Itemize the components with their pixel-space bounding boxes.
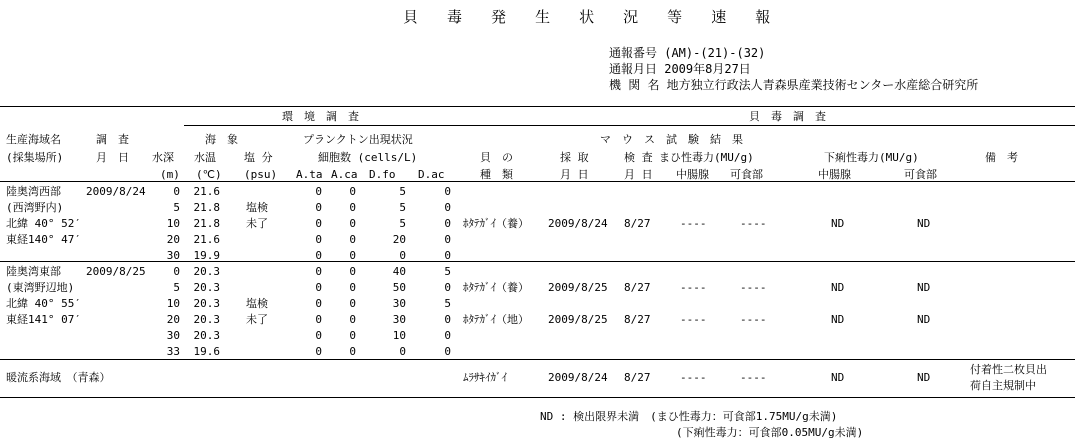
ata-cell: 0	[315, 185, 322, 198]
psp-edible-header: 可食部	[730, 168, 763, 181]
species-aca-header: A.ca	[331, 168, 358, 181]
psp-gland-cell: ----	[680, 281, 707, 294]
sample-date-cell: 2009/8/24	[548, 217, 608, 230]
dac-cell: 0	[444, 345, 451, 358]
dfo-cell: 20	[392, 233, 406, 246]
psp-gland-cell: ----	[680, 313, 707, 326]
aca-cell: 0	[349, 249, 356, 262]
section-rule-1	[0, 261, 1075, 262]
test-date-cell: 8/27	[624, 217, 651, 230]
aca-cell: 0	[349, 345, 356, 358]
survey-header: 調 査	[96, 133, 129, 146]
page-title: 貝 毒 発 生 状 況 等 速 報	[403, 8, 781, 26]
site-latitude: 北緯 40° 52′	[6, 217, 81, 230]
sample-date-cell: 2009/8/25	[548, 281, 608, 294]
dsp-gland-cell: ND	[831, 371, 845, 384]
water-temp-header: 水温	[194, 151, 216, 164]
shell-species-cell: ﾎﾀﾃｶﾞｲ（養）	[463, 217, 529, 230]
site-latitude: 北緯 40° 55′	[6, 297, 81, 310]
test-header: 検 査	[624, 151, 653, 164]
temp-cell: 19.6	[193, 345, 220, 358]
aca-cell: 0	[349, 185, 356, 198]
dfo-cell: 5	[399, 217, 406, 230]
aca-cell: 0	[349, 313, 356, 326]
temp-cell: 19.9	[193, 249, 220, 262]
sampling-place-header: (採集場所)	[6, 151, 64, 164]
dsp-gland-cell: ND	[831, 281, 845, 294]
test-date-cell: 8/27	[624, 371, 651, 384]
psp-gland-cell: ----	[680, 217, 707, 230]
shell-species-cell: ﾑﾗｻｷｲｶﾞｲ	[463, 371, 507, 384]
dac-cell: 5	[444, 297, 451, 310]
site-place: (西湾野内)	[6, 201, 64, 214]
survey-date: 2009/8/25	[86, 265, 146, 278]
psp-gland-cell: ----	[680, 371, 707, 384]
aca-cell: 0	[349, 265, 356, 278]
ata-cell: 0	[315, 281, 322, 294]
temp-cell: 21.6	[193, 233, 220, 246]
table-top-rule	[0, 106, 1075, 107]
salinity-header: 塩 分	[244, 151, 273, 164]
depth-cell: 10	[166, 217, 180, 230]
psp-gland-header: 中腸腺	[676, 168, 709, 181]
sample-date-cell: 2009/8/24	[548, 371, 608, 384]
psp-edible-cell: ----	[740, 217, 767, 230]
depth-cell: 30	[166, 249, 180, 262]
dsp-gland-cell: ND	[831, 217, 845, 230]
dsp-header: 下痢性毒力(MU/g)	[824, 151, 919, 164]
ata-cell: 0	[315, 297, 322, 310]
sample-date-cell: 2009/8/25	[548, 313, 608, 326]
dac-cell: 0	[444, 185, 451, 198]
cell-count-header: 細胞数 (cells/L)	[318, 151, 418, 164]
remark-line-2: 荷自主規制中	[970, 379, 1036, 392]
remark-line-1: 付着性二枚貝出	[970, 363, 1047, 376]
sea-area-header: 生産海域名	[6, 133, 61, 146]
salinity-cell: 未了	[246, 313, 268, 326]
salinity-unit: (psu)	[244, 168, 278, 181]
report-date: 通報月日 2009年8月27日	[609, 62, 751, 76]
ata-cell: 0	[315, 233, 322, 246]
test-date-header: 月 日	[624, 168, 653, 181]
shell-species-cell: ﾎﾀﾃｶﾞｲ（地）	[463, 313, 529, 326]
psp-header: まひ性毒力(MU/g)	[659, 151, 754, 164]
temp-cell: 20.3	[193, 313, 220, 326]
dfo-cell: 50	[392, 281, 406, 294]
dac-cell: 0	[444, 233, 451, 246]
aca-cell: 0	[349, 281, 356, 294]
ata-cell: 0	[315, 201, 322, 214]
ata-cell: 0	[315, 265, 322, 278]
month-day-header: 月 日	[96, 151, 129, 164]
shell-header: 貝 の	[480, 151, 513, 164]
site-place: (東湾野辺地)	[6, 281, 75, 294]
dac-cell: 0	[444, 217, 451, 230]
table-bottom-rule	[0, 397, 1075, 398]
dac-cell: 0	[444, 281, 451, 294]
depth-cell: 0	[173, 265, 180, 278]
dsp-edible-cell: ND	[917, 281, 931, 294]
psp-edible-cell: ----	[740, 313, 767, 326]
depth-cell: 33	[166, 345, 180, 358]
temp-unit: (℃)	[196, 168, 222, 181]
footnote-line-2: (下痢性毒力：可食部0.05MU/g未満)	[676, 426, 864, 439]
dac-cell: 0	[444, 249, 451, 262]
temp-cell: 20.3	[193, 265, 220, 278]
dsp-edible-cell: ND	[917, 371, 931, 384]
agency-name: 機 関 名 地方独立行政法人青森県産業技術センター水産総合研究所	[609, 78, 979, 92]
ata-cell: 0	[315, 217, 322, 230]
dac-cell: 0	[444, 201, 451, 214]
aca-cell: 0	[349, 233, 356, 246]
ocean-header: 海 象	[205, 133, 238, 146]
depth-cell: 5	[173, 201, 180, 214]
remarks-header: 備 考	[985, 151, 1018, 164]
mouse-test-header: マ ウ ス 試 験 結 果	[600, 133, 743, 146]
site-name: 陸奥湾東部	[6, 265, 61, 278]
psp-edible-cell: ----	[740, 371, 767, 384]
aca-cell: 0	[349, 217, 356, 230]
dfo-cell: 0	[399, 345, 406, 358]
salinity-cell: 未了	[246, 217, 268, 230]
temp-cell: 21.8	[193, 201, 220, 214]
header-bottom-rule	[0, 181, 1075, 182]
temp-cell: 20.3	[193, 297, 220, 310]
aca-cell: 0	[349, 201, 356, 214]
temp-cell: 21.6	[193, 185, 220, 198]
shell-species-cell: ﾎﾀﾃｶﾞｲ（養）	[463, 281, 529, 294]
psp-edible-cell: ----	[740, 281, 767, 294]
depth-cell: 5	[173, 281, 180, 294]
survey-date: 2009/8/24	[86, 185, 146, 198]
ata-cell: 0	[315, 249, 322, 262]
salinity-cell: 塩検	[246, 297, 268, 310]
dsp-edible-cell: ND	[917, 217, 931, 230]
sample-date-header: 月 日	[560, 168, 589, 181]
dfo-cell: 30	[392, 313, 406, 326]
salinity-cell: 塩検	[246, 201, 268, 214]
dac-cell: 0	[444, 313, 451, 326]
dsp-gland-cell: ND	[831, 313, 845, 326]
depth-cell: 10	[166, 297, 180, 310]
aca-cell: 0	[349, 297, 356, 310]
temp-cell: 21.8	[193, 217, 220, 230]
dfo-cell: 40	[392, 265, 406, 278]
header-sub-rule	[184, 125, 1075, 126]
dfo-cell: 0	[399, 249, 406, 262]
env-survey-header: 環 境 調 査	[282, 110, 359, 123]
depth-cell: 30	[166, 329, 180, 342]
depth-unit: (m)	[160, 168, 180, 181]
ata-cell: 0	[315, 329, 322, 342]
dfo-cell: 10	[392, 329, 406, 342]
ata-cell: 0	[315, 313, 322, 326]
test-date-cell: 8/27	[624, 281, 651, 294]
depth-cell: 0	[173, 185, 180, 198]
plankton-header: プランクトン出現状況	[303, 133, 413, 146]
temp-cell: 20.3	[193, 329, 220, 342]
site-warm-name: 暖流系海域 （青森）	[6, 371, 111, 384]
site-longitude: 東経140° 47′	[6, 233, 81, 246]
species-dfo-header: D.fo	[369, 168, 396, 181]
depth-cell: 20	[166, 233, 180, 246]
dac-cell: 0	[444, 329, 451, 342]
dfo-cell: 5	[399, 201, 406, 214]
site-name: 陸奥湾西部	[6, 185, 61, 198]
dac-cell: 5	[444, 265, 451, 278]
ata-cell: 0	[315, 345, 322, 358]
toxin-survey-header: 貝 毒 調 査	[749, 110, 826, 123]
shell-type-header: 種 類	[480, 168, 513, 181]
species-ata-header: A.ta	[296, 168, 323, 181]
test-date-cell: 8/27	[624, 313, 651, 326]
species-dac-header: D.ac	[418, 168, 445, 181]
dsp-gland-header: 中腸腺	[818, 168, 851, 181]
temp-cell: 20.3	[193, 281, 220, 294]
dsp-edible-header: 可食部	[904, 168, 937, 181]
dfo-cell: 5	[399, 185, 406, 198]
dfo-cell: 30	[392, 297, 406, 310]
section-rule-2	[0, 359, 1075, 360]
report-number: 通報番号 (AM)-(21)-(32)	[609, 46, 766, 60]
aca-cell: 0	[349, 329, 356, 342]
dsp-edible-cell: ND	[917, 313, 931, 326]
footnote-line-1: ND : 検出限界未満 (まひ性毒力：可食部1.75MU/g未満)	[540, 410, 838, 423]
depth-cell: 20	[166, 313, 180, 326]
water-depth-header: 水深	[152, 151, 174, 164]
sample-header: 採 取	[560, 151, 589, 164]
site-longitude: 東経141° 07′	[6, 313, 81, 326]
